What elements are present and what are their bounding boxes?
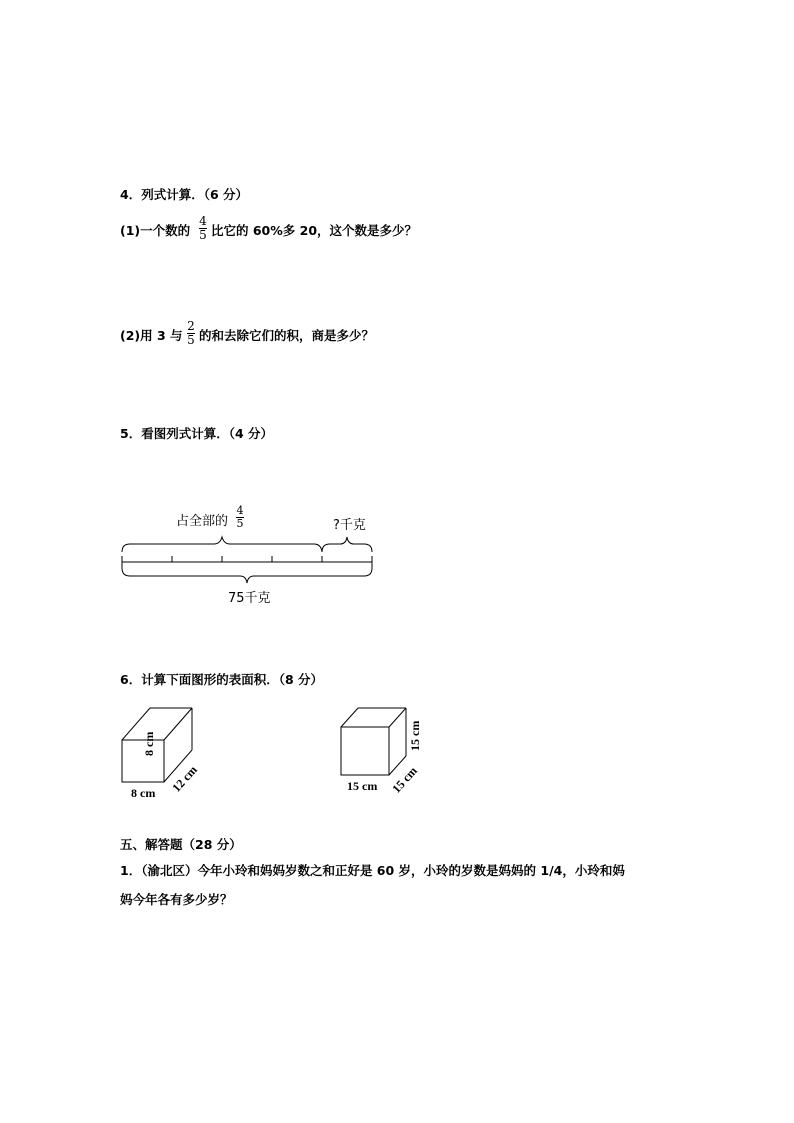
q4-part1-suffix: 比它的 60%多 20，这个数是多少？ [211,223,418,238]
fraction-numerator: 4 [236,504,244,517]
cuboid-width-label: 8 cm [131,786,156,800]
cube-height-label: 15 cm [408,720,422,751]
fraction-denominator: 5 [199,228,207,242]
q5-unknown-label: ?千克 [333,518,366,533]
cube-depth-label: 15 cm [389,763,420,796]
q5-heading: 5．看图列式计算．（4 分） [120,426,273,441]
q5-total-label: 75千克 [228,591,271,606]
q6-heading: 6．计算下面图形的表面积．（8 分） [120,672,323,687]
section-5-q1-line2: 妈今年各有多少岁？ [120,892,233,907]
q5-part-label: 占全部的 [176,514,229,529]
cuboid-height-label: 8 cm [142,731,156,756]
cube-figure [341,708,406,775]
cuboid-depth-label: 12 cm [169,762,200,795]
fraction-numerator: 4 [199,214,207,228]
q4-part1-prefix: (1)一个数的 [120,223,191,238]
cube-width-label: 15 cm [347,779,378,793]
q4-part2-prefix: (2)用 3 与 [120,328,183,343]
section-5-heading: 五、解答题（28 分） [120,837,242,852]
fraction-denominator: 5 [236,517,244,530]
fraction-numerator: 2 [187,319,195,333]
q4-heading: 4．列式计算．（6 分） [120,187,248,202]
q4-part2-suffix: 的和去除它们的积，商是多少？ [199,328,375,343]
section-5-q1-line1: 1．（渝北区）今年小玲和妈妈岁数之和正好是 60 岁，小玲的岁数是妈妈的 1/4，小玲和妈 [120,863,625,878]
fraction-denominator: 5 [187,333,195,347]
